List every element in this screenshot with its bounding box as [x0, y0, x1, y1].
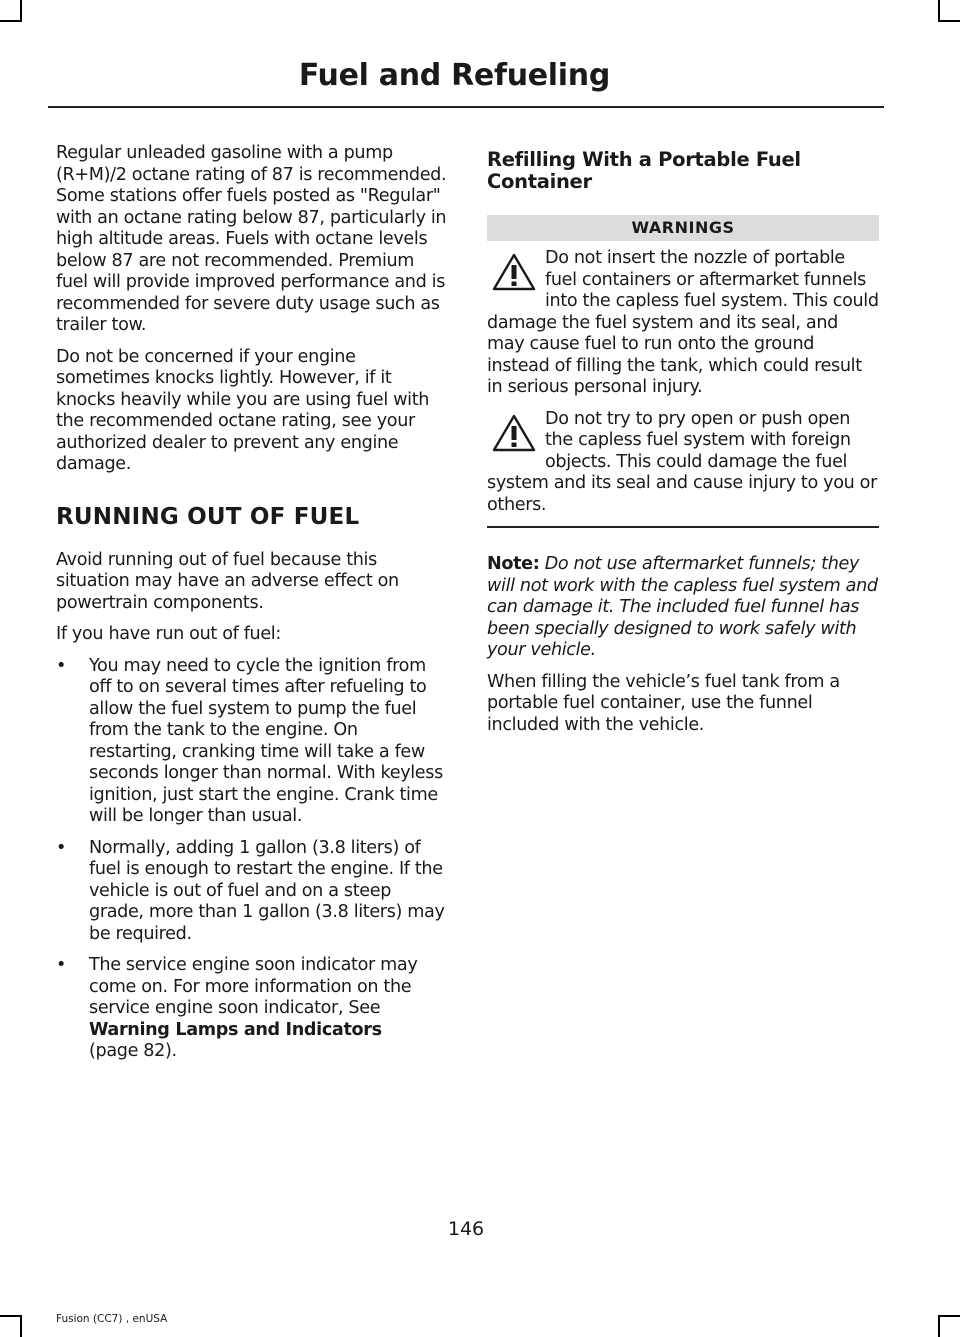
crop-mark: [20, 0, 22, 22]
bullet-text: The service engine soon indicator may come on. For more information on the service engine soon indicator, See: [89, 955, 418, 1018]
warnings-header: WARNINGS: [487, 215, 879, 241]
running-out-paragraph: Avoid running out of fuel because this situation may have an adverse effect on powertrain components.: [56, 549, 399, 613]
note-label: Note:: [487, 554, 540, 574]
warnings-divider: [487, 526, 879, 528]
warning-triangle-icon: [491, 252, 537, 292]
bullet-mark: •: [56, 955, 67, 975]
warning-block: [487, 409, 879, 517]
if-run-out-paragraph: If you have run out of fuel:: [56, 624, 281, 644]
warning-text: Do not try to pry open or push open the capless fuel system with foreign objects. This could damage the fuel system and its seal and cause injury to you or others.: [487, 408, 877, 515]
subsection-heading: Refilling With a Portable Fuel Container: [487, 148, 801, 193]
octane-paragraph: Regular unleaded gasoline with a pump (R+M)/2 octane rating of 87 is recommended. Some stations offer fuels posted as "Regular" with an octane rating below 87, particularly in high altitude areas. Fuels with octane levels below 87 are not recommended. Premium fuel will provide improved performance and is recommended for severe duty usage such as trailer tow.: [56, 143, 447, 335]
page-reference: (page 82).: [89, 1041, 177, 1061]
cross-reference-link[interactable]: Warning Lamps and Indicators: [89, 1019, 382, 1040]
note-text: Do not use aftermarket funnels; they will not work with the capless fuel system and can damage it. The included fuel funnel has been specially designed to work safely with your vehicle.: [487, 554, 878, 660]
warning-block: [487, 248, 879, 399]
warning-text: Do not insert the nozzle of portable fuel containers or aftermarket funnels into the capless fuel system. This could damage the fuel system and its seal, and may cause fuel to run onto the ground instead of filling the tank, which could result in serious personal injury.: [487, 248, 879, 397]
crop-mark: [938, 1315, 960, 1317]
bullet-mark: •: [56, 655, 67, 676]
list-item: [56, 656, 448, 828]
funnel-paragraph: When filling the vehicle’s fuel tank from a portable fuel container, use the funnel included with the vehicle.: [487, 671, 840, 735]
page-title: Fuel and Refueling: [298, 58, 610, 93]
list-item: [56, 955, 448, 1063]
crop-mark: [938, 0, 940, 22]
page-number: 146: [447, 1218, 485, 1240]
crop-mark: [938, 20, 960, 22]
crop-mark: [0, 20, 22, 22]
bullet-list: [56, 656, 448, 1063]
bullet-text: You may need to cycle the ignition from off to on several times after refueling to allow the fuel system to pump the fuel from the tank to the engine. On restarting, cranking time will take a few seconds longer than normal. With keyless ignition, just start the engine. Crank time will be longer than usual.: [89, 655, 443, 826]
bullet-mark: •: [56, 837, 67, 858]
bullet-text: Normally, adding 1 gallon (3.8 liters) of fuel is enough to restart the engine. If the vehicle is out of fuel and on a steep grade, more than 1 gallon (3.8 liters) may be required.: [89, 837, 445, 944]
list-item: [56, 838, 448, 946]
warning-triangle-icon: [491, 413, 537, 453]
header-divider: [48, 106, 884, 108]
knock-paragraph: Do not be concerned if your engine sometimes knocks lightly. However, if it knocks heavily while you are using fuel with the recommended octane rating, see your authorized dealer to prevent any engine damage.: [56, 346, 430, 474]
section-heading: RUNNING OUT OF FUEL: [56, 503, 360, 530]
footer-text: Fusion (CC7) , enUSA: [56, 1313, 168, 1325]
note-paragraph: [487, 554, 879, 662]
right-column: [487, 143, 879, 746]
crop-mark: [0, 1315, 22, 1317]
left-column: [56, 143, 448, 1073]
crop-mark: [938, 1315, 940, 1337]
crop-mark: [20, 1315, 22, 1337]
